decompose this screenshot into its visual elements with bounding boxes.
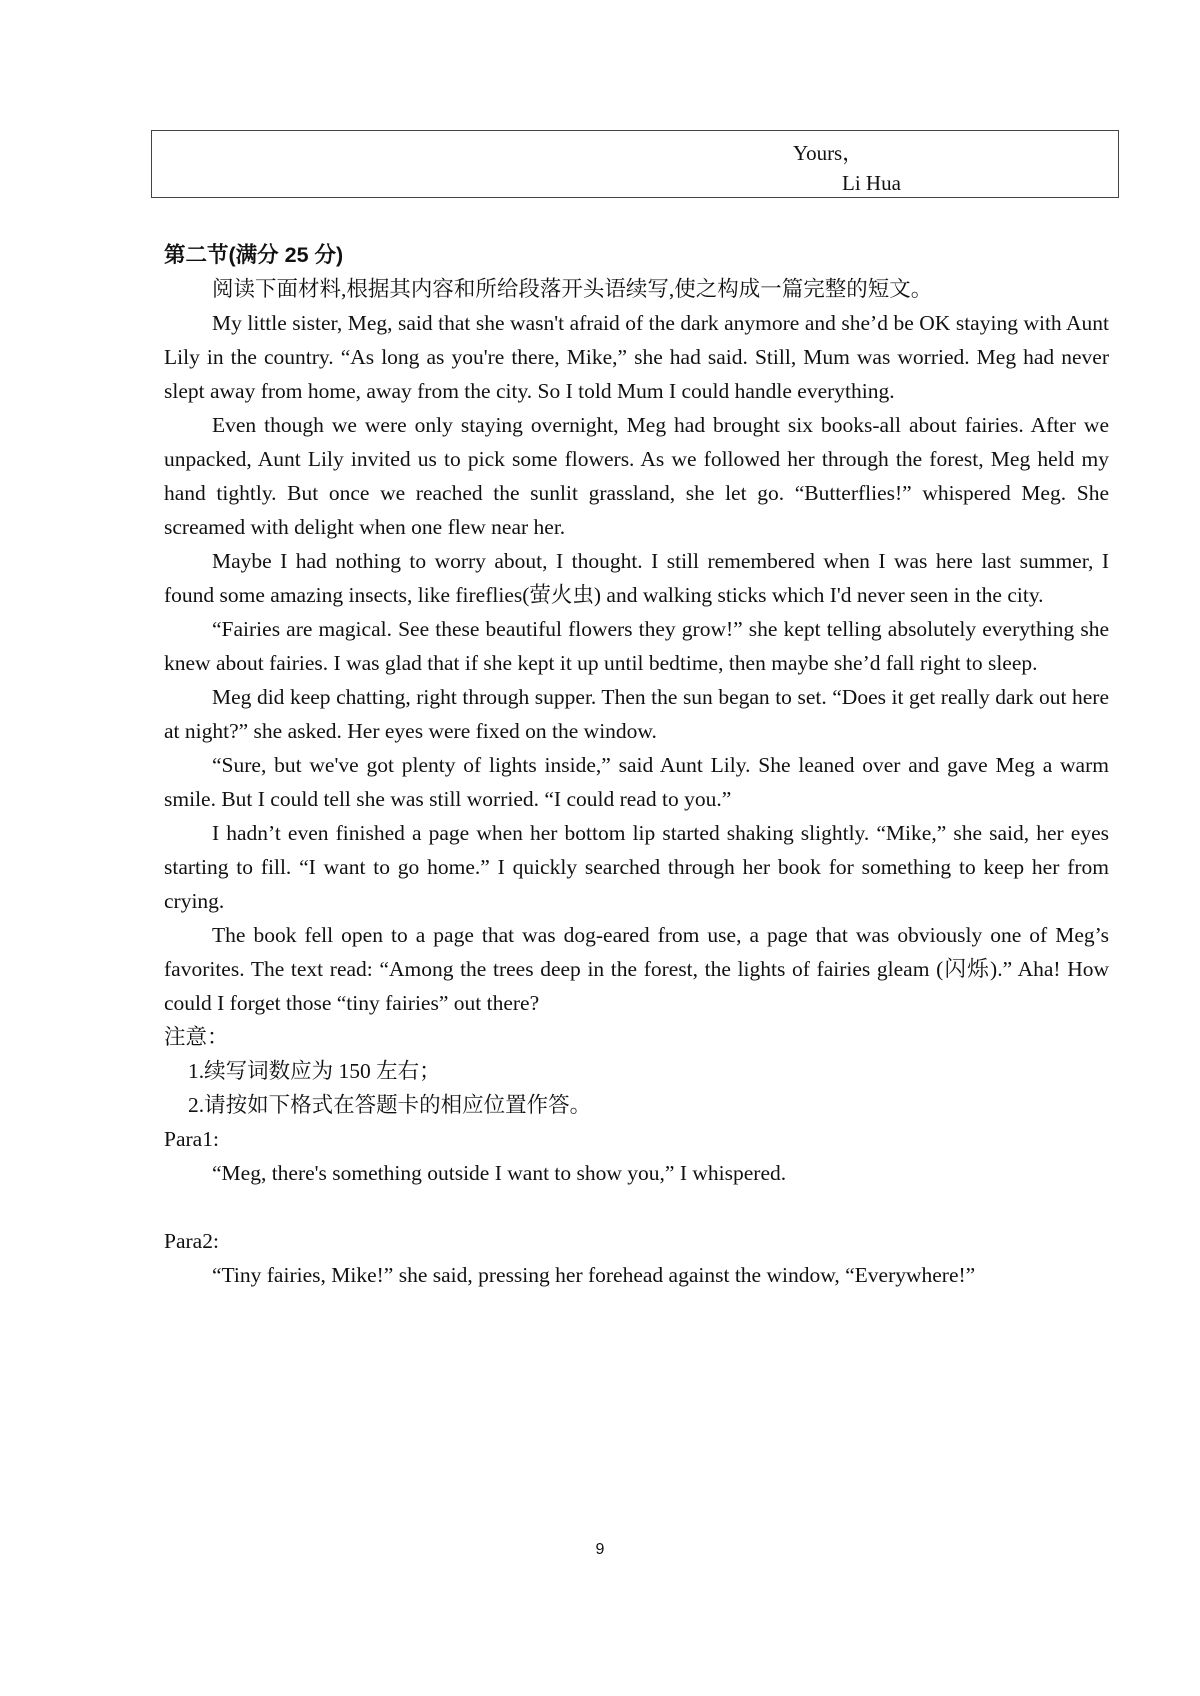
story-paragraph: “Sure, but we've got plenty of lights inside,” said Aunt Lily. She leaned over and gave Meg a warm smile. But I could tell she was still worried. “I could read to you.” — [164, 753, 1109, 811]
story-paragraph: “Fairies are magical. See these beautiful flowers they grow!” she kept telling absolutely everything she knew about fairies. I was glad that if she kept it up until bedtime, then maybe she’d fall right to sleep. — [164, 617, 1109, 675]
page-number: 9 — [595, 1541, 605, 1558]
story-paragraph: Maybe I had nothing to worry about, I thought. I still remembered when I was here last summer, I found some amazing insects, like fireflies(萤火虫) and walking sticks which I'd never seen in the city. — [164, 549, 1109, 607]
notes-label: 注意： — [164, 1025, 229, 1049]
story-paragraph: Even though we were only staying overnight, Meg had brought six books-all about fairies. After we unpacked, Aunt Lily invited us to pick some flowers. As we followed her through the forest, Meg held my hand tightly. But once we reached the sunlit grassland, she let go. “Butterflies!” whispered Meg. She screamed with delight when one flew near her. — [164, 413, 1109, 539]
note-item: 2.请按如下格式在答题卡的相应位置作答。 — [188, 1093, 592, 1117]
section-two — [164, 238, 1109, 1292]
spacer — [164, 1190, 1109, 1224]
story-paragraph: I hadn’t even finished a page when her bottom lip started shaking slightly. “Mike,” she said, her eyes starting to fill. “I want to go home.” I quickly searched through her book for something to keep her from crying. — [164, 821, 1109, 913]
letter-closing: Yours， — [793, 141, 864, 165]
instruction-text: 阅读下面材料,根据其内容和所给段落开头语续写,使之构成一篇完整的短文。 — [212, 277, 933, 301]
para1-label: Para1: — [164, 1127, 219, 1151]
section-heading: 第二节(满分 25 分) — [164, 243, 344, 267]
story-paragraph: Meg did keep chatting, right through supper. Then the sun began to set. “Does it get really dark out here at night?” she asked. Her eyes were fixed on the window. — [164, 685, 1109, 743]
para2-label: Para2: — [164, 1229, 219, 1253]
para2-opening-sentence: “Tiny fairies, Mike!” she said, pressing her forehead against the window, “Everywhere!” — [212, 1263, 976, 1287]
note-item: 1.续写词数应为 150 左右； — [188, 1059, 441, 1083]
para1-opening-sentence: “Meg, there's something outside I want to show you,” I whispered. — [212, 1161, 787, 1185]
letter-signature: Li Hua — [842, 171, 901, 195]
letter-answer-box — [151, 130, 1119, 198]
story-paragraph: The book fell open to a page that was dog-eared from use, a page that was obviously one of Meg’s favorites. The text read: “Among the trees deep in the forest, the lights of fairies gleam (闪烁).” Aha! How could I forget those “tiny fairies” out there? — [164, 923, 1109, 1015]
story-paragraph: My little sister, Meg, said that she wasn't afraid of the dark anymore and she’d be OK staying with Aunt Lily in the country. “As long as you're there, Mike,” she had said. Still, Mum was worried. Meg had never slept away from home, away from the city. So I told Mum I could handle everything. — [164, 311, 1109, 403]
